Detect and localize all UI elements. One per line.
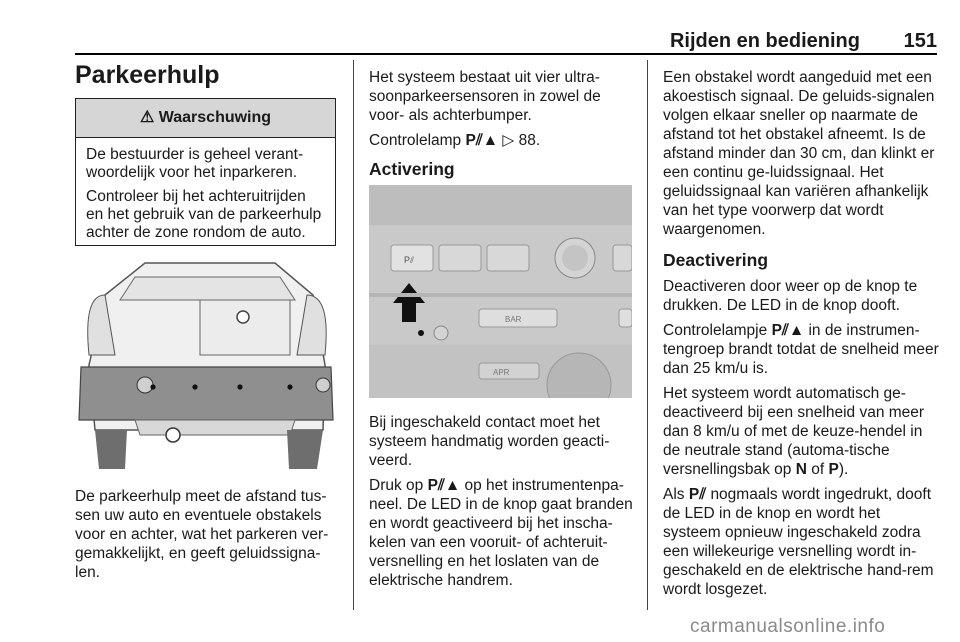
warning-text: Controleer bij het achteruitrijden en het gebruik van de parkeerhulp achter de zone rondom de auto. — [86, 188, 322, 241]
warning-text: De bestuurder is geheel verant-woordelijk voor het inparkeren. — [86, 146, 304, 181]
page-title: Parkeerhulp — [75, 61, 220, 89]
dashboard-button-photo — [369, 185, 632, 398]
parking-assist-icon: P⫽▲ — [771, 322, 805, 339]
control-lamp-paragraph: Controlelampje P⫽▲ in de instrumen-tengroep brandt totdat de snelheid meer dan 25 km/u is. — [663, 322, 939, 377]
column-divider — [647, 60, 648, 610]
parking-assist-icon: P⫽ — [688, 486, 707, 503]
parking-assist-icon: P⫽▲ — [465, 132, 499, 149]
column-divider — [353, 60, 354, 610]
auto-deactivate-paragraph: Het systeem wordt automatisch ge-deactiveerd bij een snelheid van meer dan 8 km/u of met de keuze-hendel in de neutrale stand (automa-tische versnellingsbak op N of P). — [663, 385, 925, 478]
column-3 — [663, 68, 940, 605]
deactivation-heading: Deactivering — [663, 250, 769, 270]
press-button-paragraph: Druk op P⫽▲ op het instrumentenpa-neel. De LED in de knop gaat branden en wordt geactiveerd bij het inscha-kelen van een vooruit- of achteruit-versnelling en het loslaten van de elektrische handrem. — [369, 477, 633, 589]
car-rear-illustration — [75, 255, 337, 469]
column-1 — [75, 487, 340, 588]
chapter-title: Rijden en bediening — [669, 30, 860, 52]
obstacle-paragraph: Een obstakel wordt aangeduid met een akoestisch signaal. De geluids-signalen volgen elkaar sneller op naarmate de afstand tot het obstakel afneemt. Is de afstand minder dan 30 cm, dan klinkt er een continu ge-luidssignaal. Het geluidssignaal kan variëren afhankelijk van het type voorwerp dat wordt waargenomen. — [663, 69, 935, 238]
activation-heading: Activering — [369, 159, 455, 179]
column-2 — [369, 68, 634, 180]
intro-paragraph: De parkeerhulp meet de afstand tus-sen uw auto en eventuele obstakels voor en achter, wat het parkeren ver-gemakkelijkt, en geeft geluidssigna-len. — [75, 488, 329, 581]
reactivate-paragraph: Als P⫽ nogmaals wordt ingedrukt, dooft de LED in de knop en wordt het systeem opnieuw ingeschakeld zodra een willekeurige versnelling wordt in-geschakeld en de elektrische hand-rem wordt losgezet. — [663, 486, 934, 598]
parking-assist-icon: P⫽▲ — [427, 477, 461, 494]
page-ref-icon: ▷ — [502, 132, 515, 149]
warning-triangle-icon: ⚠ — [139, 109, 155, 126]
control-lamp-line: Controlelamp P⫽▲ ▷ 88. — [369, 132, 541, 149]
warning-body — [76, 138, 335, 242]
apr-button-label: APR — [493, 368, 510, 377]
svg-text:P⫽: P⫽ — [404, 255, 415, 265]
watermark: carmanualsonline.info — [690, 616, 886, 637]
activation-paragraph: Bij ingeschakeld contact moet het systeem handmatig worden geacti-veerd. — [369, 414, 610, 469]
deactivate-paragraph: Deactiveren door weer op de knop te drukken. De LED in de knop dooft. — [663, 278, 918, 314]
warning-box — [75, 98, 336, 246]
bar-button-label: BAR — [505, 315, 522, 324]
header-rule — [75, 53, 937, 55]
column-2-lower — [369, 413, 634, 596]
system-paragraph: Het systeem bestaat uit vier ultra-soonparkeersensoren in zowel de voor- als achterbumper. — [369, 69, 601, 124]
warning-heading: ⚠ Waarschuwing — [76, 99, 335, 138]
page-number: 151 — [903, 30, 937, 52]
